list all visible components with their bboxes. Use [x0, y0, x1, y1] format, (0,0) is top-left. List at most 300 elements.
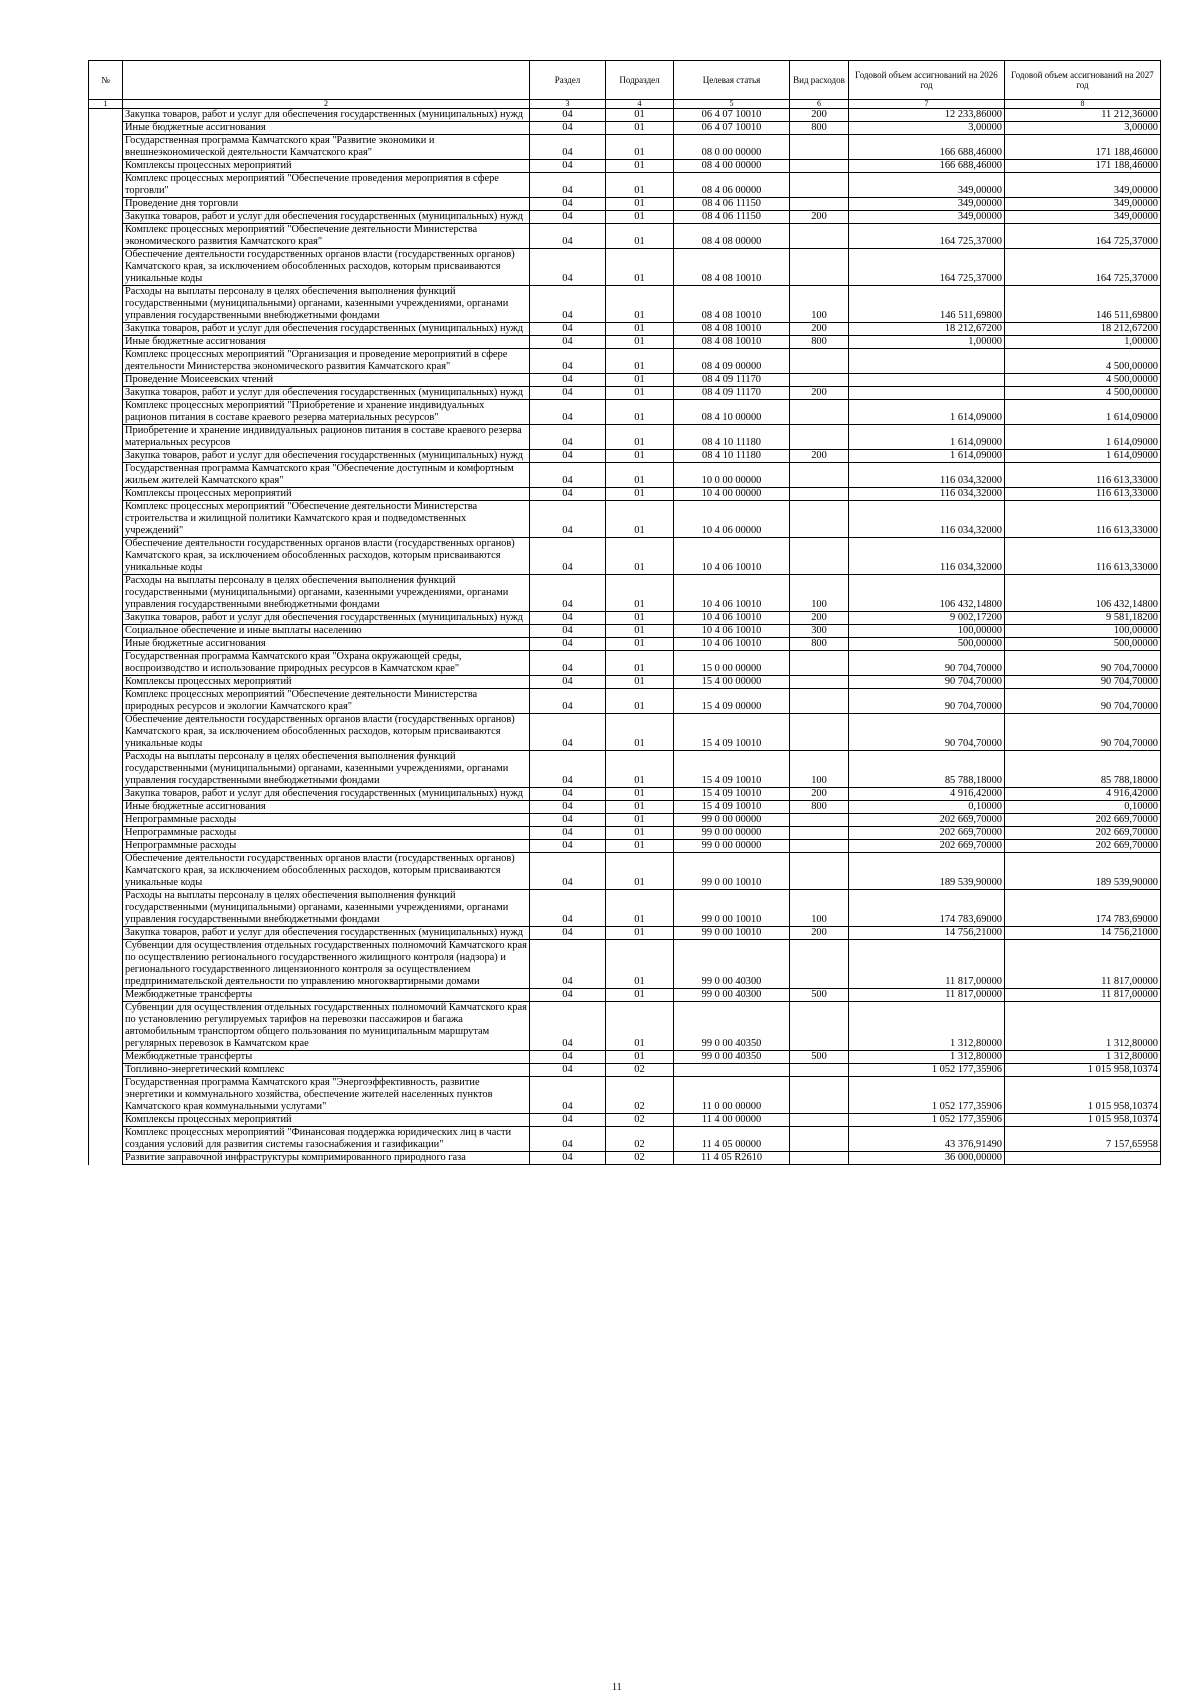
row-target: 08 0 00 00000: [674, 135, 790, 160]
row-target: 15 4 09 10010: [674, 788, 790, 801]
row-razdel: 04: [530, 625, 606, 638]
row-podrazdel: 01: [606, 840, 674, 853]
row-target: 08 4 09 11170: [674, 387, 790, 400]
row-no-cell: [89, 689, 123, 714]
row-amount-2027: 90 704,70000: [1005, 714, 1161, 751]
row-amount-2027: 164 725,37000: [1005, 249, 1161, 286]
row-no-cell: [89, 463, 123, 488]
row-razdel: 04: [530, 575, 606, 612]
row-amount-2026: 116 034,32000: [849, 538, 1005, 575]
col-number: 2: [123, 100, 530, 109]
row-podrazdel: 01: [606, 575, 674, 612]
row-vid: [790, 840, 849, 853]
row-name: Социальное обеспечение и иные выплаты населению: [123, 625, 530, 638]
row-amount-2026: 90 704,70000: [849, 651, 1005, 676]
row-amount-2026: 12 233,86000: [849, 109, 1005, 122]
row-target: 99 0 00 40300: [674, 989, 790, 1002]
row-razdel: 04: [530, 400, 606, 425]
row-amount-2026: 1 312,80000: [849, 1002, 1005, 1051]
row-target: 08 4 08 10010: [674, 286, 790, 323]
row-amount-2027: 18 212,67200: [1005, 323, 1161, 336]
row-no-cell: [89, 651, 123, 676]
row-target: 10 4 06 10010: [674, 625, 790, 638]
row-amount-2027: 7 157,65958: [1005, 1127, 1161, 1152]
row-name: Иные бюджетные ассигнования: [123, 638, 530, 651]
row-amount-2026: [849, 387, 1005, 400]
row-podrazdel: 02: [606, 1077, 674, 1114]
row-no-cell: [89, 827, 123, 840]
row-name: Комплекс процессных мероприятий "Приобретение и хранение индивидуальных рационов питания в составе краевого резерва материальных ресурсов": [123, 400, 530, 425]
row-razdel: 04: [530, 638, 606, 651]
row-name: Закупка товаров, работ и услуг для обеспечения государственных (муниципальных) нужд: [123, 927, 530, 940]
column-number-row: [89, 100, 1161, 109]
row-no-cell: [89, 814, 123, 827]
row-amount-2026: 1 614,09000: [849, 425, 1005, 450]
row-amount-2027: 11 212,36000: [1005, 109, 1161, 122]
row-name: Государственная программа Камчатского края "Охрана окружающей среды, воспроизводство и использование природных ресурсов в Камчатском крае": [123, 651, 530, 676]
row-vid: [790, 249, 849, 286]
row-amount-2026: 85 788,18000: [849, 751, 1005, 788]
row-vid: [790, 651, 849, 676]
row-amount-2026: 174 783,69000: [849, 890, 1005, 927]
row-razdel: 04: [530, 651, 606, 676]
row-name: Межбюджетные трансферты: [123, 989, 530, 1002]
row-vid: 500: [790, 989, 849, 1002]
col-number: 1: [89, 100, 123, 109]
row-podrazdel: 01: [606, 625, 674, 638]
table-row: [89, 501, 1161, 538]
row-name: Государственная программа Камчатского края "Энергоэффективность, развитие энергетики и коммунального хозяйства, обеспечение жителей населенных пунктов Камчатского края коммунальными услугами": [123, 1077, 530, 1114]
row-target: 15 4 09 10010: [674, 751, 790, 788]
row-name: Комплексы процессных мероприятий: [123, 160, 530, 173]
row-target: 15 4 00 00000: [674, 676, 790, 689]
table-row: [89, 374, 1161, 387]
row-no-cell: [89, 840, 123, 853]
row-razdel: 04: [530, 1077, 606, 1114]
table-row: [89, 135, 1161, 160]
row-amount-2027: 189 539,90000: [1005, 853, 1161, 890]
row-name: Межбюджетные трансферты: [123, 1051, 530, 1064]
table-row: [89, 425, 1161, 450]
table-row: [89, 788, 1161, 801]
row-name: Субвенции для осуществления отдельных государственных полномочий Камчатского края по осуществлению регионального государственного жилищного контроля (надзора) и регионального государственного лицензионного контроля за осуществлением предпринимательской деятельности по управлению многоквартирными домами: [123, 940, 530, 989]
row-amount-2026: 116 034,32000: [849, 488, 1005, 501]
row-target: 10 4 06 10010: [674, 612, 790, 625]
row-razdel: 04: [530, 463, 606, 488]
row-razdel: 04: [530, 488, 606, 501]
row-target: 10 0 00 00000: [674, 463, 790, 488]
row-target: 99 0 00 00000: [674, 814, 790, 827]
table-row: [89, 612, 1161, 625]
row-target: 08 4 08 00000: [674, 224, 790, 249]
row-podrazdel: 01: [606, 501, 674, 538]
row-razdel: 04: [530, 840, 606, 853]
row-no-cell: [89, 890, 123, 927]
row-target: 08 4 06 11150: [674, 211, 790, 224]
table-row: [89, 450, 1161, 463]
row-podrazdel: 01: [606, 488, 674, 501]
row-razdel: 04: [530, 450, 606, 463]
row-amount-2027: 349,00000: [1005, 198, 1161, 211]
row-amount-2027: 9 581,18200: [1005, 612, 1161, 625]
row-name: Обеспечение деятельности государственных органов власти (государственных органов) Камчатского края, за исключением обособленных расходов, которым присваиваются уникальные коды: [123, 538, 530, 575]
table-row: [89, 122, 1161, 135]
row-razdel: 04: [530, 109, 606, 122]
row-name: Топливно-энергетический комплекс: [123, 1064, 530, 1077]
row-vid: [790, 714, 849, 751]
row-name: Обеспечение деятельности государственных органов власти (государственных органов) Камчатского края, за исключением обособленных расходов, которым присваиваются уникальные коды: [123, 249, 530, 286]
row-podrazdel: 01: [606, 286, 674, 323]
table-row: [89, 198, 1161, 211]
row-no-cell: [89, 374, 123, 387]
col-number: 7: [849, 100, 1005, 109]
row-amount-2027: 500,00000: [1005, 638, 1161, 651]
row-name: Закупка товаров, работ и услуг для обеспечения государственных (муниципальных) нужд: [123, 387, 530, 400]
row-vid: [790, 1127, 849, 1152]
table-row: [89, 463, 1161, 488]
row-podrazdel: 01: [606, 323, 674, 336]
row-target: [674, 1064, 790, 1077]
row-podrazdel: 01: [606, 1051, 674, 1064]
row-amount-2027: 3,00000: [1005, 122, 1161, 135]
row-vid: [790, 349, 849, 374]
row-no-cell: [89, 612, 123, 625]
row-vid: [790, 374, 849, 387]
row-amount-2026: 116 034,32000: [849, 501, 1005, 538]
row-amount-2027: 100,00000: [1005, 625, 1161, 638]
row-name: Закупка товаров, работ и услуг для обеспечения государственных (муниципальных) нужд: [123, 109, 530, 122]
row-amount-2027: 1 015 958,10374: [1005, 1064, 1161, 1077]
row-razdel: 04: [530, 689, 606, 714]
row-no-cell: [89, 198, 123, 211]
row-vid: 200: [790, 323, 849, 336]
row-target: 15 4 09 10010: [674, 714, 790, 751]
row-podrazdel: 01: [606, 135, 674, 160]
row-vid: [790, 538, 849, 575]
row-podrazdel: 01: [606, 425, 674, 450]
row-target: 10 4 06 00000: [674, 501, 790, 538]
row-podrazdel: 01: [606, 714, 674, 751]
page-number: 11: [612, 1682, 622, 1693]
row-vid: [790, 827, 849, 840]
row-name: Приобретение и хранение индивидуальных рационов питания в составе краевого резерва материальных ресурсов: [123, 425, 530, 450]
row-amount-2027: 116 613,33000: [1005, 488, 1161, 501]
row-podrazdel: 01: [606, 827, 674, 840]
row-podrazdel: 01: [606, 109, 674, 122]
row-vid: 100: [790, 286, 849, 323]
row-target: 08 4 00 00000: [674, 160, 790, 173]
row-name: Комплексы процессных мероприятий: [123, 1114, 530, 1127]
row-podrazdel: 01: [606, 173, 674, 198]
row-name: Комплекс процессных мероприятий "Финансовая поддержка юридических лиц в части создания условий для развития системы газоснабжения и газификации": [123, 1127, 530, 1152]
table-row: [89, 1114, 1161, 1127]
row-target: 10 4 00 00000: [674, 488, 790, 501]
row-amount-2027: 146 511,69800: [1005, 286, 1161, 323]
row-no-cell: [89, 286, 123, 323]
row-target: 08 4 09 00000: [674, 349, 790, 374]
row-amount-2027: 171 188,46000: [1005, 160, 1161, 173]
row-podrazdel: 02: [606, 1114, 674, 1127]
row-amount-2027: 1 312,80000: [1005, 1051, 1161, 1064]
row-vid: 200: [790, 612, 849, 625]
row-target: 15 0 00 00000: [674, 651, 790, 676]
row-podrazdel: 01: [606, 814, 674, 827]
row-podrazdel: 01: [606, 211, 674, 224]
row-razdel: 04: [530, 714, 606, 751]
table-row: [89, 400, 1161, 425]
row-amount-2026: 18 212,67200: [849, 323, 1005, 336]
row-razdel: 04: [530, 612, 606, 625]
col-header-no: №: [89, 61, 123, 100]
row-podrazdel: 01: [606, 160, 674, 173]
table-row: [89, 651, 1161, 676]
row-amount-2026: 116 034,32000: [849, 463, 1005, 488]
row-amount-2026: 349,00000: [849, 198, 1005, 211]
row-podrazdel: 01: [606, 940, 674, 989]
row-podrazdel: 01: [606, 751, 674, 788]
row-no-cell: [89, 676, 123, 689]
table-row: [89, 1152, 1161, 1165]
row-podrazdel: 01: [606, 1002, 674, 1051]
row-target: 10 4 06 10010: [674, 638, 790, 651]
budget-table: [88, 60, 1161, 1165]
row-name: Непрограммные расходы: [123, 827, 530, 840]
table-row: [89, 714, 1161, 751]
row-amount-2027: 14 756,21000: [1005, 927, 1161, 940]
row-razdel: 04: [530, 927, 606, 940]
row-vid: [790, 940, 849, 989]
row-amount-2026: 11 817,00000: [849, 989, 1005, 1002]
row-vid: 800: [790, 122, 849, 135]
row-target: 99 0 00 00000: [674, 840, 790, 853]
row-name: Комплексы процессных мероприятий: [123, 488, 530, 501]
row-amount-2027: 11 817,00000: [1005, 940, 1161, 989]
table-row: [89, 336, 1161, 349]
row-razdel: 04: [530, 1051, 606, 1064]
row-no-cell: [89, 400, 123, 425]
row-name: Субвенции для осуществления отдельных государственных полномочий Камчатского края по установлению регулируемых тарифов на перевозки пассажиров и багажа автомобильным транспортом общего пользования по муниципальным маршрутам регулярных перевозок в Камчатском крае: [123, 1002, 530, 1051]
row-razdel: 04: [530, 1152, 606, 1165]
row-vid: [790, 1002, 849, 1051]
row-amount-2027: 4 500,00000: [1005, 374, 1161, 387]
row-target: 15 4 09 00000: [674, 689, 790, 714]
row-target: 15 4 09 10010: [674, 801, 790, 814]
table-row: [89, 575, 1161, 612]
row-no-cell: [89, 1152, 123, 1165]
row-podrazdel: 01: [606, 890, 674, 927]
row-target: 99 0 00 40350: [674, 1002, 790, 1051]
row-no-cell: [89, 160, 123, 173]
row-razdel: 04: [530, 286, 606, 323]
row-vid: [790, 1077, 849, 1114]
row-podrazdel: 01: [606, 450, 674, 463]
row-name: Комплекс процессных мероприятий "Организация и проведение мероприятий в сфере деятельности Министерства экономического развития Камчатского края": [123, 349, 530, 374]
col-number: 8: [1005, 100, 1161, 109]
table-row: [89, 323, 1161, 336]
row-amount-2026: 4 916,42000: [849, 788, 1005, 801]
table-body: [89, 109, 1161, 1165]
row-no-cell: [89, 538, 123, 575]
row-podrazdel: 01: [606, 336, 674, 349]
table-row: [89, 751, 1161, 788]
row-no-cell: [89, 450, 123, 463]
row-target: 08 4 10 11180: [674, 450, 790, 463]
row-target: 08 4 06 11150: [674, 198, 790, 211]
row-target: 99 0 00 40300: [674, 940, 790, 989]
row-amount-2026: 166 688,46000: [849, 160, 1005, 173]
row-name: Государственная программа Камчатского края "Обеспечение доступным и комфортным жильем жителей Камчатского края": [123, 463, 530, 488]
table-row: [89, 349, 1161, 374]
row-razdel: 04: [530, 336, 606, 349]
row-razdel: 04: [530, 374, 606, 387]
row-amount-2026: 349,00000: [849, 173, 1005, 198]
row-razdel: 04: [530, 827, 606, 840]
row-name: Непрограммные расходы: [123, 840, 530, 853]
row-razdel: 04: [530, 211, 606, 224]
row-amount-2026: 3,00000: [849, 122, 1005, 135]
row-razdel: 04: [530, 853, 606, 890]
table-row: [89, 538, 1161, 575]
row-no-cell: [89, 1051, 123, 1064]
row-amount-2026: 14 756,21000: [849, 927, 1005, 940]
row-razdel: 04: [530, 1127, 606, 1152]
row-razdel: 04: [530, 538, 606, 575]
row-amount-2027: 116 613,33000: [1005, 463, 1161, 488]
row-no-cell: [89, 425, 123, 450]
row-vid: 200: [790, 211, 849, 224]
row-no-cell: [89, 1064, 123, 1077]
table-row: [89, 989, 1161, 1002]
row-no-cell: [89, 625, 123, 638]
row-no-cell: [89, 714, 123, 751]
table-row: [89, 1077, 1161, 1114]
table-row: [89, 488, 1161, 501]
row-vid: [790, 198, 849, 211]
row-razdel: 04: [530, 249, 606, 286]
col-header-vid: Вид расходов: [790, 61, 849, 100]
row-amount-2027: 171 188,46000: [1005, 135, 1161, 160]
row-amount-2027: 174 783,69000: [1005, 890, 1161, 927]
row-razdel: 04: [530, 425, 606, 450]
row-name: Обеспечение деятельности государственных органов власти (государственных органов) Камчатского края, за исключением обособленных расходов, которым присваиваются уникальные коды: [123, 714, 530, 751]
row-name: Закупка товаров, работ и услуг для обеспечения государственных (муниципальных) нужд: [123, 612, 530, 625]
table-row: [89, 1064, 1161, 1077]
row-razdel: 04: [530, 751, 606, 788]
row-vid: 800: [790, 336, 849, 349]
row-razdel: 04: [530, 814, 606, 827]
row-amount-2026: 90 704,70000: [849, 676, 1005, 689]
row-vid: 100: [790, 751, 849, 788]
row-name: Расходы на выплаты персоналу в целях обеспечения выполнения функций государственными (муниципальными) органами, казенными учреждениями, органами управления государственными внебюджетными фондами: [123, 890, 530, 927]
table-row: [89, 676, 1161, 689]
row-amount-2027: 0,10000: [1005, 801, 1161, 814]
row-amount-2026: 36 000,00000: [849, 1152, 1005, 1165]
row-razdel: 04: [530, 788, 606, 801]
row-amount-2027: 4 500,00000: [1005, 387, 1161, 400]
row-no-cell: [89, 801, 123, 814]
row-amount-2026: 202 669,70000: [849, 827, 1005, 840]
row-amount-2026: 500,00000: [849, 638, 1005, 651]
table-row: [89, 387, 1161, 400]
row-vid: 500: [790, 1051, 849, 1064]
row-amount-2026: 1 052 177,35906: [849, 1114, 1005, 1127]
row-no-cell: [89, 788, 123, 801]
col-number: 6: [790, 100, 849, 109]
row-amount-2026: 90 704,70000: [849, 689, 1005, 714]
row-vid: [790, 400, 849, 425]
row-razdel: 04: [530, 122, 606, 135]
row-podrazdel: 01: [606, 198, 674, 211]
table-row: [89, 109, 1161, 122]
table-row: [89, 927, 1161, 940]
row-vid: 200: [790, 788, 849, 801]
row-amount-2027: 1 614,09000: [1005, 425, 1161, 450]
row-razdel: 04: [530, 940, 606, 989]
row-razdel: 04: [530, 501, 606, 538]
row-amount-2026: 0,10000: [849, 801, 1005, 814]
table-row: [89, 840, 1161, 853]
row-amount-2027: 202 669,70000: [1005, 814, 1161, 827]
row-no-cell: [89, 638, 123, 651]
row-vid: [790, 173, 849, 198]
row-amount-2027: 1 312,80000: [1005, 1002, 1161, 1051]
row-amount-2027: 116 613,33000: [1005, 501, 1161, 538]
row-name: Государственная программа Камчатского края "Развитие экономики и внешнеэкономической деятельности Камчатского края": [123, 135, 530, 160]
row-razdel: 04: [530, 224, 606, 249]
row-razdel: 04: [530, 135, 606, 160]
row-razdel: 04: [530, 349, 606, 374]
row-name: Закупка товаров, работ и услуг для обеспечения государственных (муниципальных) нужд: [123, 211, 530, 224]
row-razdel: 04: [530, 890, 606, 927]
row-name: Расходы на выплаты персоналу в целях обеспечения выполнения функций государственными (муниципальными) органами, казенными учреждениями, органами управления государственными внебюджетными фондами: [123, 575, 530, 612]
row-amount-2027: 90 704,70000: [1005, 676, 1161, 689]
row-amount-2027: 116 613,33000: [1005, 538, 1161, 575]
row-name: Комплекс процессных мероприятий "Обеспечение проведения мероприятия в сфере торговли": [123, 173, 530, 198]
row-name: Комплекс процессных мероприятий "Обеспечение деятельности Министерства природных ресурсов и экологии Камчатского края": [123, 689, 530, 714]
row-razdel: 04: [530, 198, 606, 211]
row-vid: [790, 135, 849, 160]
row-no-cell: [89, 109, 123, 122]
row-amount-2026: 1 614,09000: [849, 400, 1005, 425]
row-podrazdel: 01: [606, 400, 674, 425]
row-amount-2026: 100,00000: [849, 625, 1005, 638]
row-podrazdel: 01: [606, 349, 674, 374]
col-number: 5: [674, 100, 790, 109]
row-amount-2026: 106 432,14800: [849, 575, 1005, 612]
row-target: 99 0 00 00000: [674, 827, 790, 840]
row-amount-2026: 43 376,91490: [849, 1127, 1005, 1152]
row-target: 11 4 05 00000: [674, 1127, 790, 1152]
row-vid: 200: [790, 387, 849, 400]
row-podrazdel: 01: [606, 927, 674, 940]
row-name: Закупка товаров, работ и услуг для обеспечения государственных (муниципальных) нужд: [123, 323, 530, 336]
row-vid: 300: [790, 625, 849, 638]
row-amount-2027: 202 669,70000: [1005, 840, 1161, 853]
row-amount-2026: 349,00000: [849, 211, 1005, 224]
row-target: 08 4 10 11180: [674, 425, 790, 450]
row-no-cell: [89, 575, 123, 612]
row-vid: 200: [790, 450, 849, 463]
row-vid: [790, 425, 849, 450]
row-no-cell: [89, 1002, 123, 1051]
row-target: 08 4 08 10010: [674, 249, 790, 286]
table-row: [89, 827, 1161, 840]
row-amount-2027: 349,00000: [1005, 211, 1161, 224]
row-target: 06 4 07 10010: [674, 109, 790, 122]
row-amount-2027: 106 432,14800: [1005, 575, 1161, 612]
row-no-cell: [89, 501, 123, 538]
table-row: [89, 625, 1161, 638]
